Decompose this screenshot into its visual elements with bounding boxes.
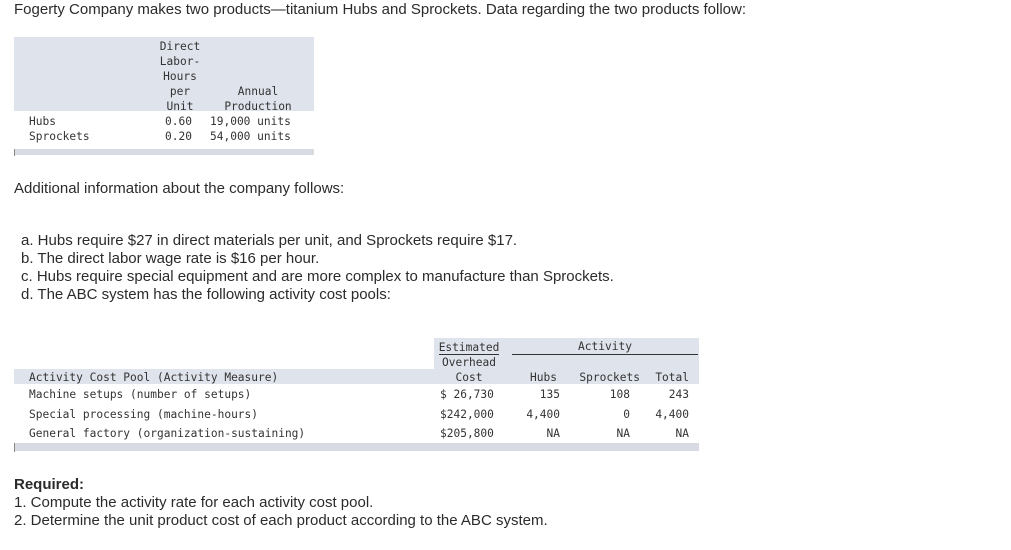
t1-header-labor-2: Hours (163, 70, 197, 83)
table2-tick (14, 443, 15, 452)
table2-header-cutout (14, 338, 434, 369)
item-a: a. Hubs require $27 in direct materials per unit, and Sprockets require $17. (21, 232, 518, 249)
t2-header-total: Total (655, 371, 689, 384)
t2-header-hubs: Hubs (530, 371, 557, 384)
t2-header-cost-2: Cost (455, 371, 483, 384)
required-q2: 2. Determine the unit product cost of each product according to the ABC system. (14, 512, 548, 529)
t1-row0-product: Hubs (29, 115, 56, 128)
table2-footer-bar (14, 443, 699, 451)
t1-header-labor-1: Labor- (159, 55, 201, 68)
t2-row2-pool: General factory (organization-sustaining) (29, 427, 306, 440)
t2-row0-cost: $ 26,730 (440, 388, 494, 401)
item-c: c. Hubs require special equipment and are more complex to manufacture than Sprockets. (21, 268, 614, 285)
t2-row1-hubs: 4,400 (526, 408, 560, 421)
item-b: b. The direct labor wage rate is $16 per hour. (21, 250, 320, 267)
required-q1: 1. Compute the activity rate for each activity cost pool. (14, 494, 374, 511)
t2-header-sprockets: Sprockets (579, 371, 640, 384)
t1-header-labor-0: Direct (159, 40, 201, 53)
t1-header-labor-3: per (169, 85, 191, 98)
item-d: d. The ABC system has the following activity cost pools: (21, 286, 391, 303)
required-title: Required: (14, 476, 85, 493)
t1-row0-production: 19,000 units (210, 115, 291, 128)
t1-row1-product: Sprockets (29, 130, 90, 143)
t2-row1-sprockets: 0 (623, 408, 630, 421)
table1-tick (14, 149, 15, 156)
t2-header-cost-1: Overhead (442, 356, 496, 369)
t1-header-labor-4: Unit (166, 100, 194, 113)
intro-text: Fogerty Company makes two products—titanium Hubs and Sprockets. Data regarding the two products follow: (14, 1, 747, 18)
t2-header-cost-0 (432, 340, 506, 355)
t2-row1-cost: $242,000 (440, 408, 494, 421)
t2-header-cost-0-text: Estimated (438, 341, 500, 354)
t2-row0-hubs: 135 (539, 388, 560, 401)
additional-text: Additional information about the company follows: (14, 180, 345, 197)
t2-row0-total: 243 (668, 388, 689, 401)
t1-row1-hours: 0.20 (165, 130, 192, 143)
t2-header-activity: Activity (512, 339, 698, 355)
t1-row1-production: 54,000 units (210, 130, 291, 143)
t2-row0-sprockets: 108 (609, 388, 630, 401)
t1-header-annual-1: Production (224, 100, 292, 113)
t2-header-pool: Activity Cost Pool (Activity Measure) (29, 371, 279, 384)
t1-header-annual-0: Annual (237, 85, 279, 98)
t2-row2-sprockets: NA (616, 427, 630, 440)
t1-row0-hours: 0.60 (165, 115, 192, 128)
t2-row2-cost: $205,800 (440, 427, 494, 440)
t2-row2-total: NA (675, 427, 689, 440)
t2-row1-pool: Special processing (machine-hours) (29, 408, 259, 421)
t2-row2-hubs: NA (546, 427, 560, 440)
table1-footer-bar (14, 149, 314, 155)
t2-row0-pool: Machine setups (number of setups) (29, 388, 252, 401)
t2-row1-total: 4,400 (655, 408, 689, 421)
